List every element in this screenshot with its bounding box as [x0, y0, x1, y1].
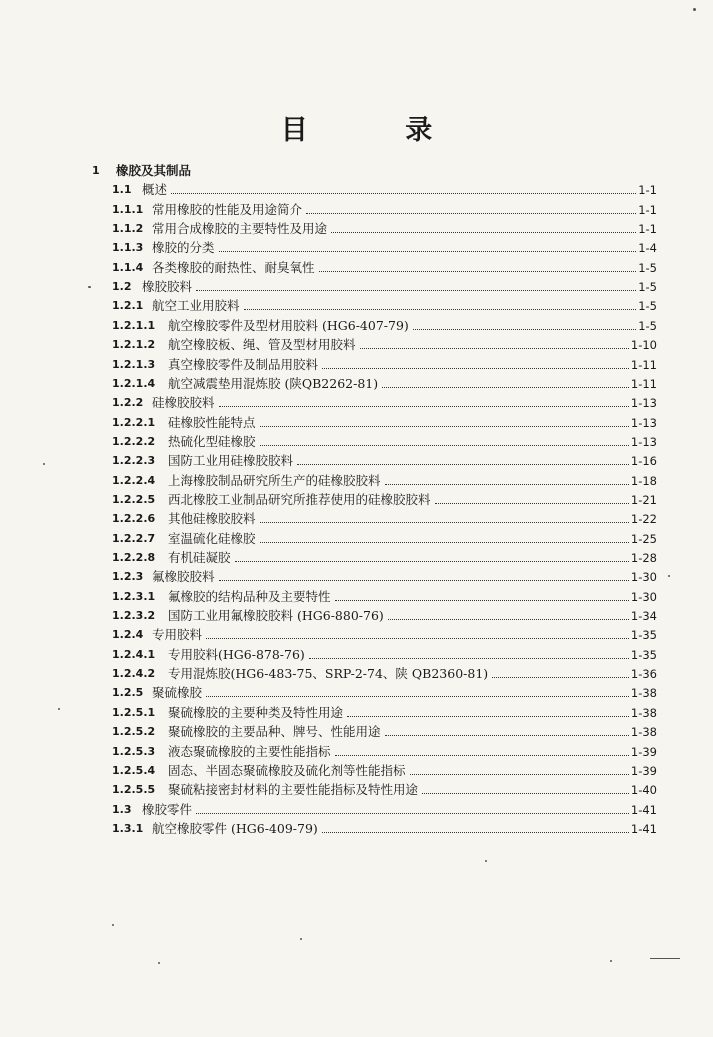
toc-entry[interactable]: [112, 450, 657, 470]
toc-entry-number: 1.2.5.1: [112, 705, 156, 719]
toc-entry[interactable]: [112, 315, 657, 335]
toc-entry-title: 航空橡胶零件 (HG6-409-79): [152, 820, 318, 836]
scan-speck: [158, 962, 160, 964]
toc-entry-page: 1-41: [630, 802, 657, 817]
toc-entry-number: 1.2.4.2: [112, 667, 156, 681]
toc-entry-page: 1-5: [638, 299, 657, 314]
toc-entry-title: 热硫化型硅橡胶: [168, 433, 256, 449]
toc-entry[interactable]: [112, 257, 657, 277]
toc-entry-page: 1-35: [630, 647, 657, 662]
toc-entry-number: 1.2.2: [112, 396, 144, 410]
toc-dot-leader: [347, 716, 629, 717]
toc-entry[interactable]: [112, 295, 657, 315]
toc-dot-leader: [335, 755, 629, 756]
toc-entry-number: 1.2.2.3: [112, 454, 156, 468]
toc-dot-leader: [492, 677, 629, 678]
toc-entry-number: 1.2.2.7: [112, 531, 156, 545]
toc-entry[interactable]: [112, 276, 657, 296]
toc-entry[interactable]: [112, 760, 657, 780]
toc-entry[interactable]: [112, 412, 657, 432]
toc-entry-page: 1-39: [630, 744, 657, 759]
toc-entry-number: 1.2.2.8: [112, 551, 156, 564]
toc-entry-page: 1-13: [630, 434, 657, 449]
toc-entry[interactable]: [92, 160, 657, 180]
toc-entry-page: 1-38: [630, 686, 657, 701]
toc-entry[interactable]: [112, 373, 657, 393]
scan-speck: [112, 924, 114, 926]
toc-dot-leader: [219, 406, 629, 407]
toc-entry-page: 1-13: [630, 415, 657, 430]
toc-entry[interactable]: [112, 566, 657, 586]
toc-entry[interactable]: [112, 586, 657, 606]
toc-entry-page: 1-10: [630, 338, 657, 353]
toc-dot-leader: [219, 580, 629, 581]
toc-entry-number: 1.1.2: [112, 222, 144, 236]
toc-entry[interactable]: [112, 218, 657, 238]
toc-entry-title: 上海橡胶制品研究所生产的硅橡胶胶料: [168, 472, 381, 488]
toc-entry-page: 1-5: [638, 318, 657, 333]
toc-entry-title: 专用胶料(HG6-878-76): [168, 646, 305, 662]
toc-entry-title: 西北橡胶工业制品研究所推荐使用的硅橡胶胶料: [168, 491, 431, 507]
toc-entry[interactable]: [112, 470, 657, 490]
toc-entry-page: 1-38: [630, 725, 657, 740]
toc-entry[interactable]: [112, 663, 657, 683]
toc-dot-leader: [322, 832, 629, 833]
toc-dot-leader: [260, 522, 629, 523]
toc-dot-leader: [410, 774, 629, 775]
toc-entry-number: 1.2.4: [112, 628, 144, 642]
toc-entry[interactable]: [112, 199, 657, 219]
toc-entry-number: 1.2.5.5: [112, 783, 156, 797]
scan-speck: [58, 708, 60, 710]
toc-dot-leader: [385, 484, 629, 485]
toc-dot-leader: [331, 232, 636, 233]
toc-entry-title: 航空橡胶零件及型材用胶料 (HG6-407-79): [168, 317, 409, 333]
toc-entry-page: 1-41: [630, 821, 657, 836]
toc-entry-number: 1.2.5.3: [112, 744, 156, 758]
toc-entry-title: 液态聚硫橡胶的主要性能指标: [168, 743, 331, 759]
toc-entry-title: 国防工业用氟橡胶胶料 (HG6-880-76): [168, 608, 384, 624]
toc-entry-number: 1.2.3: [112, 570, 144, 584]
toc-entry-title: 橡胶胶料: [142, 279, 193, 295]
toc-entry-title: 橡胶零件: [142, 801, 193, 817]
toc-entry-page: 1-11: [630, 357, 657, 372]
toc-entry-title: 国防工业用硅橡胶胶料: [168, 453, 294, 469]
toc-entry-number: 1.2.2.1: [112, 415, 156, 429]
toc-dot-leader: [435, 503, 629, 504]
toc-entry-page: 1-16: [630, 454, 657, 469]
toc-entry-title: 聚硫橡胶: [152, 685, 203, 701]
toc-entry-page: 1-1: [638, 202, 657, 217]
toc-entry-page: 1-4: [638, 241, 657, 256]
toc-entry-title: 航空减震垫用混炼胶 (陕QB2262-81): [168, 375, 379, 391]
toc-entry-page: 1-28: [630, 551, 657, 565]
toc-entry[interactable]: [112, 179, 657, 199]
toc-entry-title: 硅橡胶性能特点: [168, 414, 256, 430]
toc-entry[interactable]: [112, 779, 657, 799]
toc-entry-page: 1-34: [630, 609, 657, 624]
toc-entry-number: 1.2.2.4: [112, 473, 156, 487]
toc-entry-title: 专用混炼胶(HG6-483-75、SRP-2-74、陕 QB2360-81): [168, 666, 489, 682]
toc-entry-title: 硅橡胶胶料: [152, 395, 215, 411]
toc-entry-title: 各类橡胶的耐热性、耐臭氧性: [152, 259, 315, 275]
toc-dot-leader: [171, 193, 636, 194]
toc-entry-page: 1-30: [630, 570, 657, 585]
toc-entry[interactable]: [112, 431, 657, 451]
toc-dot-leader: [206, 638, 629, 639]
toc-dot-leader: [260, 542, 629, 543]
toc-entry-number: 1.2.3.1: [112, 589, 156, 603]
toc-dot-leader: [335, 600, 629, 601]
toc-entry-number: 1.2: [112, 280, 132, 294]
toc-entry[interactable]: [112, 721, 657, 741]
toc-entry-page: 1-5: [638, 280, 657, 295]
toc-entry-page: 1-1: [638, 183, 657, 198]
toc-dot-leader: [360, 348, 629, 349]
toc-entry-page: 1-40: [630, 783, 657, 798]
toc-entry-title: 聚硫橡胶的主要品种、牌号、性能用途: [168, 724, 381, 740]
toc-entry[interactable]: [112, 489, 657, 509]
toc-entry[interactable]: [112, 528, 657, 548]
scan-speck: [693, 8, 696, 11]
toc-dot-leader: [385, 735, 629, 736]
scan-speck: [668, 575, 670, 577]
scan-speck: [300, 938, 302, 940]
toc-entry-page: 1-30: [630, 589, 657, 604]
toc-entry-page: 1-1: [638, 222, 657, 237]
toc-entry[interactable]: [112, 354, 657, 374]
scan-speck: [88, 286, 91, 288]
toc-dot-leader: [319, 271, 637, 272]
toc-entry-number: 1.2.1.1: [112, 318, 156, 332]
scan-speck: [650, 958, 680, 959]
toc-entry[interactable]: [112, 547, 657, 567]
toc-entry-title: 聚硫粘接密封材料的主要性能指标及特性用途: [168, 782, 419, 798]
toc-entry-number: 1.3: [112, 802, 132, 816]
toc-dot-leader: [196, 290, 636, 291]
page-title: 目 录: [280, 115, 477, 146]
toc-dot-leader: [306, 213, 636, 214]
toc-dot-leader: [382, 387, 629, 388]
toc-entry-title: 专用胶料: [152, 627, 203, 643]
toc-entry[interactable]: [112, 644, 657, 664]
toc-entry-number: 1.2.1.3: [112, 357, 156, 371]
toc-entry-number: 1.1.4: [112, 260, 144, 274]
toc-entry-number: 1.2.4.1: [112, 647, 156, 661]
toc-entry-number: 1.3.1: [112, 821, 144, 835]
toc-entry-title: 航空橡胶板、绳、管及型材用胶料: [168, 337, 356, 353]
toc-entry[interactable]: [112, 237, 657, 257]
toc-entry-title: 航空工业用胶料: [152, 298, 240, 314]
toc-entry-page: 1-25: [630, 531, 657, 546]
toc-dot-leader: [260, 445, 629, 446]
toc-entry[interactable]: [112, 508, 657, 528]
toc-entry-page: 1-21: [630, 492, 657, 507]
toc-dot-leader: [235, 561, 629, 562]
toc-entry-number: 1.2.2.2: [112, 434, 156, 448]
toc-entry-title: 橡胶的分类: [152, 240, 215, 256]
toc-entry-title: 有机硅凝胶: [168, 550, 231, 565]
toc-dot-leader: [322, 368, 629, 369]
toc-dot-leader: [413, 329, 636, 330]
toc-entry[interactable]: [112, 741, 657, 761]
toc-dot-leader: [388, 619, 629, 620]
toc-entry-title: 氟橡胶胶料: [152, 569, 215, 585]
toc-entry-number: 1: [92, 164, 100, 177]
toc-entry-number: 1.2.2.5: [112, 492, 156, 506]
toc-entry-title: 聚硫橡胶的主要种类及特性用途: [168, 704, 344, 720]
toc-entry-title: 其他硅橡胶胶料: [168, 511, 256, 527]
toc-entry-page: 1-18: [630, 473, 657, 488]
toc-entry-page: 1-13: [630, 396, 657, 411]
toc-entry-title: 真空橡胶零件及制品用胶料: [168, 356, 319, 372]
toc-entry-number: 1.2.5.4: [112, 763, 156, 777]
toc-entry[interactable]: [112, 682, 657, 702]
toc-dot-leader: [206, 696, 629, 697]
toc-entry-page: 1-22: [630, 512, 657, 527]
toc-entry-title: 固态、半固态聚硫橡胶及硫化剂等性能指标: [168, 762, 406, 778]
toc-entry-title: 橡胶及其制品: [116, 163, 192, 178]
toc-entry-number: 1.1: [112, 183, 132, 197]
toc-entry-title: 常用橡胶的性能及用途简介: [152, 201, 303, 217]
toc-entry-number: 1.2.2.6: [112, 512, 156, 526]
toc-entry[interactable]: [112, 605, 657, 625]
toc-entry-number: 1.1.3: [112, 241, 144, 255]
toc-entry-page: 1-35: [630, 628, 657, 643]
toc-dot-leader: [196, 813, 629, 814]
toc-entry-number: 1.2.1.2: [112, 338, 156, 352]
scan-speck: [610, 960, 612, 962]
toc-entry-title: 氟橡胶的结构品种及主要特性: [168, 588, 331, 604]
toc-entry-title: 常用合成橡胶的主要特性及用途: [152, 221, 328, 237]
toc-entry-page: 1-39: [630, 763, 657, 778]
scan-speck: [43, 463, 45, 465]
scan-speck: [485, 860, 487, 862]
toc-entry-number: 1.2.3.2: [112, 609, 156, 623]
toc-entry-title: 室温硫化硅橡胶: [168, 530, 256, 546]
toc-entry-page: 1-38: [630, 705, 657, 720]
toc-entry[interactable]: [112, 702, 657, 722]
toc-entry-number: 1.1.1: [112, 202, 144, 216]
toc-dot-leader: [219, 251, 637, 252]
toc-entry-number: 1.2.1.4: [112, 376, 156, 390]
toc-dot-leader: [260, 426, 629, 427]
toc-entry[interactable]: [112, 799, 657, 819]
toc-entry-page: 1-36: [630, 667, 657, 682]
toc-entry[interactable]: [112, 624, 657, 644]
toc-entry-number: 1.2.1: [112, 299, 144, 313]
toc-entry-page: 1-5: [638, 260, 657, 275]
toc-dot-leader: [309, 658, 629, 659]
toc-entry[interactable]: [112, 334, 657, 354]
toc-entry-page: 1-11: [630, 376, 657, 391]
toc-entry-title: 概述: [142, 182, 168, 198]
toc-dot-leader: [297, 464, 629, 465]
toc-entry[interactable]: [112, 818, 657, 838]
toc-dot-leader: [422, 793, 629, 794]
toc-entry-number: 1.2.5: [112, 686, 144, 700]
toc-entry[interactable]: [112, 392, 657, 412]
toc-dot-leader: [244, 309, 637, 310]
toc-entry-number: 1.2.5.2: [112, 725, 156, 739]
